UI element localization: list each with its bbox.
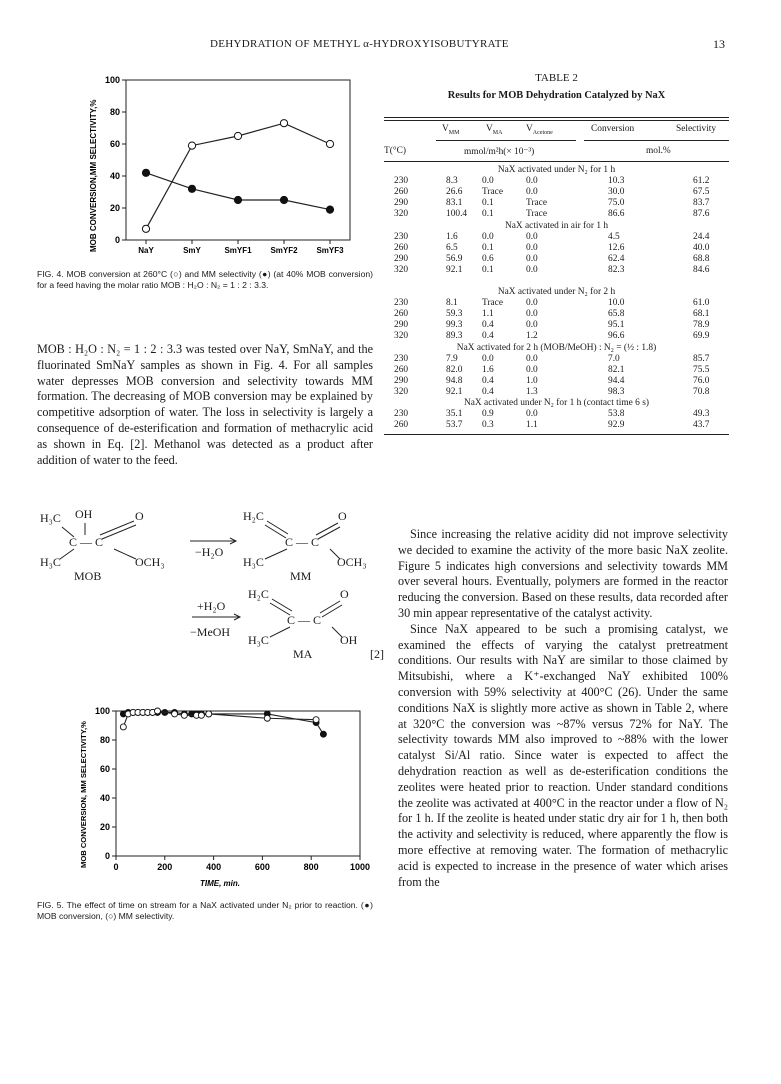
table-row (384, 420, 729, 431)
table-cell: 230 (394, 231, 409, 242)
table-cell: 260 (394, 242, 409, 253)
table-cell: 61.0 (693, 298, 710, 309)
table-cell: 99.3 (446, 320, 463, 331)
fig5-selectivity-point (181, 712, 187, 718)
table-bottom-rule (384, 434, 729, 435)
fig5-selectivity-point (313, 717, 319, 723)
vma-v: V (486, 124, 493, 134)
table-cell: 0.0 (526, 187, 538, 198)
table-row (384, 409, 729, 420)
fig5-selectivity-point (206, 711, 212, 717)
table-row (384, 254, 729, 265)
table-cell: 53.7 (446, 420, 463, 431)
running-head: DEHYDRATION OF METHYL α-HYDROXYISOBUTYRATE (210, 38, 509, 50)
table-cell: 0.4 (482, 320, 494, 331)
minus-h2o: −H₂O (195, 545, 224, 559)
fig5-y-tick-label: 80 (99, 735, 110, 745)
ma-h3c: H₃C (248, 633, 269, 647)
figure-5-chart (72, 688, 382, 888)
fig4-conversion-point (326, 140, 333, 147)
header-bottom-rule (384, 161, 729, 162)
table-cell: 320 (394, 209, 409, 220)
table-cell: 94.4 (608, 375, 625, 386)
fig4-y-tick-label: 20 (109, 203, 120, 213)
fig5-x-tick-label: 0 (113, 862, 119, 872)
table-cell: 0.1 (482, 209, 494, 220)
table-cell: 24.4 (693, 231, 710, 242)
fig4-y-tick-label: 100 (104, 75, 120, 85)
right-paragraph-2: Since NaX appeared to be such a promising catalyst, we examined the effects of varying the catalyst pretreatment conditions. Our results with NaY are similar to those claimed by Mitsubishi, where a K⁺-exchanged NaY exhibited 100% conversion with 59% selectivity at 400°C (26). Under the same conditions NaX is slightly more active as shown in Table 2, where at 320°C the conversion was ~87% versus 72% for NaY. The selectivity towards MM also improved to ~88% with the lower catalyst Si/Al ratio. Since water is expected to affect the dehydration reaction as well as de-esterification conditions the zeolites were heated prior to reaction. Under standard conditions the zeolite was activated at 400°C in the reactor under a flow of N₂ for 1 h. If the zeolite is heated under static dry air for 1 h, then both the activity and selectivity is reduced, where apparently the flow is more effective at removing water. The formation of methacrylic acid is expected to increase in the presence of water which arises from the (398, 621, 728, 889)
table-cell: 0.0 (482, 176, 494, 187)
table-cell: 92.9 (608, 420, 625, 431)
table-cell: 94.8 (446, 375, 463, 386)
fig5-y-tick-label: 0 (104, 851, 110, 861)
table-cell: 0.0 (526, 253, 538, 264)
table-cell: 65.8 (608, 309, 625, 320)
fig4-category-label: NaY (138, 246, 154, 255)
vmm-sub: MM (448, 129, 460, 136)
table-cell: 35.1 (446, 409, 463, 420)
table-row (384, 354, 729, 365)
fig4-category-label: SmYF3 (316, 246, 344, 255)
table-cell: 0.0 (526, 264, 538, 275)
table-cell: Trace (482, 298, 504, 309)
table-cell: 12.6 (608, 242, 625, 253)
table-column-headers (384, 124, 729, 135)
table-cell: 82.0 (446, 364, 463, 375)
table-cell: 30.0 (608, 187, 625, 198)
table-cell: 0.1 (482, 242, 494, 253)
mob-label: MOB (74, 569, 102, 583)
table-cell: 0.9 (482, 409, 494, 420)
fig4-y-tick-label: 40 (109, 171, 120, 181)
minus-meoh: −MeOH (190, 625, 231, 639)
table-cell: 0.4 (482, 375, 494, 386)
table-cell: 10.0 (608, 298, 625, 309)
fig5-caption: FIG. 5. The effect of time on stream for a NaX activated under N₂ prior to reaction. (●) MOB conversion, (○) MM selectivity. (37, 900, 373, 922)
table-cell: 0.0 (526, 364, 538, 375)
table-cell: 0.6 (482, 253, 494, 264)
table-cell: 0.0 (526, 231, 538, 242)
fig4-plot-frame (126, 80, 350, 240)
table-cell: 82.3 (608, 264, 625, 275)
mob-h3c-bottom: H₃C (40, 555, 61, 569)
col-header-selectivity: Selectivity (676, 124, 717, 134)
table-cell: 0.0 (482, 231, 494, 242)
table-cell: 0.1 (482, 198, 494, 209)
table-cell: 69.9 (693, 331, 710, 342)
table-cell: 1.6 (482, 364, 494, 375)
mm-h3c: H₃C (243, 555, 264, 569)
figure-4-chart (84, 68, 364, 268)
mob-c-c: C — C (69, 535, 104, 549)
table-cell: 1.1 (482, 309, 494, 320)
table-cell: 0.0 (526, 353, 538, 364)
table-cell: 61.2 (693, 176, 710, 187)
mob-och3: OCH₃ (135, 555, 165, 569)
table-cell: 260 (394, 187, 409, 198)
table-cell: 8.1 (446, 298, 458, 309)
mm-o: O (338, 509, 347, 523)
table-cell: 75.5 (693, 364, 710, 375)
table-cell: 1.1 (526, 420, 538, 431)
table-cell: 1.0 (526, 375, 538, 386)
table-cell: 92.1 (446, 386, 463, 397)
table-row (384, 298, 729, 309)
table-cell: 68.8 (693, 253, 710, 264)
vmm-v: V (442, 124, 449, 134)
equation-bonds (40, 505, 400, 665)
fig5-x-axis-label: TIME, min. (200, 879, 240, 888)
table-section-label: NaX activated for 2 h (MOB/MeOH) : N₂ = (½ : 1.8) (456, 342, 657, 353)
table-cell: 96.6 (608, 331, 625, 342)
fig4-y-tick-label: 80 (109, 107, 120, 117)
table-cell: 230 (394, 353, 409, 364)
fig4-y-axis-label: MOB CONVERSION,MM SELECTIVITY,% (89, 99, 98, 252)
fig5-selectivity-point (120, 724, 126, 730)
vac-sub: Acetone (532, 129, 553, 136)
fig4-selectivity-point (280, 196, 287, 203)
table-cell: 290 (394, 253, 409, 264)
table-cell: 43.7 (693, 420, 710, 431)
table-cell: 260 (394, 309, 409, 320)
table-row (384, 209, 729, 220)
page-number: 13 (713, 37, 725, 51)
fig5-x-tick-label: 200 (157, 862, 173, 872)
table-cell: 10.3 (608, 176, 625, 187)
table-cell: 290 (394, 375, 409, 386)
fig4-conversion-point (188, 142, 195, 149)
table-cell: 320 (394, 331, 409, 342)
fig5-y-axis-label: MOB CONVERSION, MM SELECTIVITY,% (79, 721, 88, 868)
fig4-category-label: SmY (183, 246, 201, 255)
table-cell: 85.7 (693, 353, 710, 364)
table-cell: 83.7 (693, 198, 710, 209)
table-cell: Trace (526, 209, 548, 220)
left-column-text (37, 342, 373, 468)
unit-rate: mmol/m²h(× 10⁻³) (464, 147, 535, 157)
col-header-conversion: Conversion (591, 124, 635, 134)
vma-sub: MA (492, 129, 503, 136)
table-cell: 320 (394, 264, 409, 275)
table-row (384, 387, 729, 398)
table-cell: 0.3 (482, 420, 494, 431)
fig5-x-tick-label: 800 (303, 862, 319, 872)
table-cell: 4.5 (608, 231, 620, 242)
fig5-x-tick-label: 400 (206, 862, 222, 872)
vac-v: V (526, 124, 533, 134)
col-header-vacetone (526, 124, 553, 136)
mm-c-c: C — C (285, 535, 320, 549)
table-top-rule-2 (384, 120, 729, 121)
table-cell: 0.0 (526, 242, 538, 253)
table-cell: 6.5 (446, 242, 458, 253)
fig5-x-tick-label: 600 (254, 862, 270, 872)
table-cell: 230 (394, 176, 409, 187)
table-cell: 1.3 (526, 386, 538, 397)
equation-2 (40, 505, 400, 665)
table-cell: 0.0 (526, 320, 538, 331)
table-row (384, 176, 729, 187)
fig4-conversion-point (142, 225, 149, 232)
fig4-selectivity-point (234, 196, 241, 203)
table-cell: 230 (394, 409, 409, 420)
rate-rule (436, 140, 576, 141)
fig4-selectivity-point (142, 169, 149, 176)
table-cell: 59.3 (446, 309, 463, 320)
fig5-x-tick-label: 1000 (349, 862, 371, 872)
fig5-selectivity-point (154, 708, 160, 714)
fig4-selectivity-point (188, 185, 195, 192)
ma-o: O (340, 587, 349, 601)
table-cell: 230 (394, 298, 409, 309)
table-cell: 68.1 (693, 309, 710, 320)
table-cell: 82.1 (608, 364, 625, 375)
fig4-selectivity-point (326, 206, 333, 213)
ma-oh: OH (340, 633, 358, 647)
mob-h3c-top: H₃C (40, 511, 61, 525)
table-row (384, 320, 729, 331)
fig5-selectivity-point (264, 715, 270, 721)
table-row (384, 331, 729, 342)
table-cell: Trace (482, 187, 504, 198)
table-cell: 7.9 (446, 353, 458, 364)
table-cell: 0.0 (526, 409, 538, 420)
table-cell: 75.0 (608, 198, 625, 209)
table-cell: 53.8 (608, 409, 625, 420)
table-cell: 62.4 (608, 253, 625, 264)
table-cell: 1.2 (526, 331, 538, 342)
table-cell: 86.6 (608, 209, 625, 220)
table-cell: 100.4 (446, 209, 468, 220)
right-paragraph-1: Since increasing the relative acidity did not improve selectivity we decided to examine the activity of the more basic NaX zeolite. Figure 5 indicates high conversions and selectivity towards MM over several hours. Eventually, polymers are formed in the reactor reducing the conversion. Based on these results, data recorded after 30 min appear representative of the catalyst activity. (398, 527, 728, 620)
table-cell: 67.5 (693, 187, 710, 198)
equation-number: [2] (370, 647, 384, 661)
table-unit-row (384, 146, 729, 157)
fig5-selectivity-point (198, 712, 204, 718)
mm-h2c: H₂C (243, 509, 264, 523)
table-2 (384, 72, 729, 492)
table-row (384, 232, 729, 243)
mob-oh: OH (75, 507, 93, 521)
fig4-y-tick-label: 60 (109, 139, 120, 149)
unit-mol: mol.% (646, 146, 671, 156)
table-cell: Trace (526, 198, 548, 209)
table-cell: 84.6 (693, 264, 710, 275)
table-row (384, 243, 729, 254)
table-cell: 0.0 (526, 298, 538, 309)
fig5-y-tick-label: 100 (94, 706, 110, 716)
table-cell: 26.6 (446, 187, 463, 198)
ma-label: MA (293, 647, 313, 661)
table-cell: 87.6 (693, 209, 710, 220)
fig5-y-tick-label: 40 (99, 793, 110, 803)
ma-c-c: C — C (287, 613, 322, 627)
table-section-label: NaX activated under N₂ for 1 h (contact time 6 s) (464, 398, 649, 408)
table-cell: 0.4 (482, 386, 494, 397)
table-row (384, 198, 729, 209)
table-cell: 0.0 (526, 309, 538, 320)
table-cell: 95.1 (608, 320, 625, 331)
table-cell: 70.8 (693, 386, 710, 397)
fig5-y-tick-label: 60 (99, 764, 110, 774)
fig4-conversion-point (234, 132, 241, 139)
table-cell: 7.0 (608, 353, 620, 364)
fig5-conversion-point (320, 731, 326, 737)
fig5-y-tick-label: 20 (99, 822, 110, 832)
table-row (384, 376, 729, 387)
table-row (384, 187, 729, 198)
fig4-category-label: SmYF2 (270, 246, 298, 255)
table-cell: 290 (394, 320, 409, 331)
table-section-label: NaX activated under N₂ for 1 h (497, 165, 616, 175)
table-row (384, 309, 729, 320)
table-cell: 0.0 (482, 353, 494, 364)
table-cell: 83.1 (446, 198, 463, 209)
table-section-label: NaX activated in air for 1 h (504, 220, 609, 231)
table-cell: 76.0 (693, 375, 710, 386)
table-row (384, 265, 729, 276)
table-cell: 260 (394, 420, 409, 431)
table-cell: 98.3 (608, 386, 625, 397)
table-cell: 260 (394, 364, 409, 375)
unit-temperature: T(°C) (384, 146, 406, 156)
mol-rule (584, 140, 729, 141)
table-cell: 290 (394, 198, 409, 209)
fig5-selectivity-point (172, 711, 178, 717)
table-cell: 89.3 (446, 331, 463, 342)
fig4-category-label: SmYF1 (224, 246, 252, 255)
mob-o: O (135, 509, 144, 523)
table-cell: 56.9 (446, 253, 463, 264)
table-cell: 92.1 (446, 264, 463, 275)
table-top-rule (384, 117, 729, 118)
table-cell: 0.1 (482, 264, 494, 275)
fig4-caption: FIG. 4. MOB conversion at 260°C (○) and MM selectivity (●) (at 40% MOB conversion) for a feed having the molar ratio MOB : H₂O : N₂ = 1 : 2 : 3.3. (37, 269, 373, 291)
ma-h2c: H₂C (248, 587, 269, 601)
left-paragraph: MOB : H₂O : N₂ = 1 : 2 : 3.3 was tested over NaY, SmNaY, and the fluorinated SmNaY samples as shown in Fig. 4. For all samples water depresses MOB conversion and selectivity towards MM formation. The decreasing of MOB conversion may be explained by competitive adsorption of water. The loss in selectivity is largely a consequence of de-esterification and formation of methacrylic acid as shown in Eq. [2]. Methanol was detected as a product after addition of water to the feed. (37, 342, 373, 467)
mm-och3: OCH₃ (337, 555, 367, 569)
right-column-text (398, 527, 728, 890)
table-section-label: NaX activated under N₂ for 2 h (497, 287, 616, 297)
fig4-y-tick-label: 0 (114, 235, 120, 245)
table-cell: 1.6 (446, 231, 458, 242)
table-row (384, 365, 729, 376)
table-cell: 78.9 (693, 320, 710, 331)
table-title: TABLE 2 (535, 72, 578, 84)
plus-h2o: +H₂O (197, 599, 226, 613)
table-cell: 40.0 (693, 242, 710, 253)
col-header-vma (486, 124, 502, 136)
table-cell: 0.4 (482, 331, 494, 342)
fig4-conversion-point (280, 120, 287, 127)
table-cell: 0.0 (526, 176, 538, 187)
table-cell: 320 (394, 386, 409, 397)
table-cell: 49.3 (693, 409, 710, 420)
col-header-vmm (442, 124, 459, 136)
mm-label: MM (290, 569, 312, 583)
table-subtitle: Results for MOB Dehydration Catalyzed by NaX (447, 90, 666, 101)
table-cell: 8.3 (446, 176, 458, 187)
